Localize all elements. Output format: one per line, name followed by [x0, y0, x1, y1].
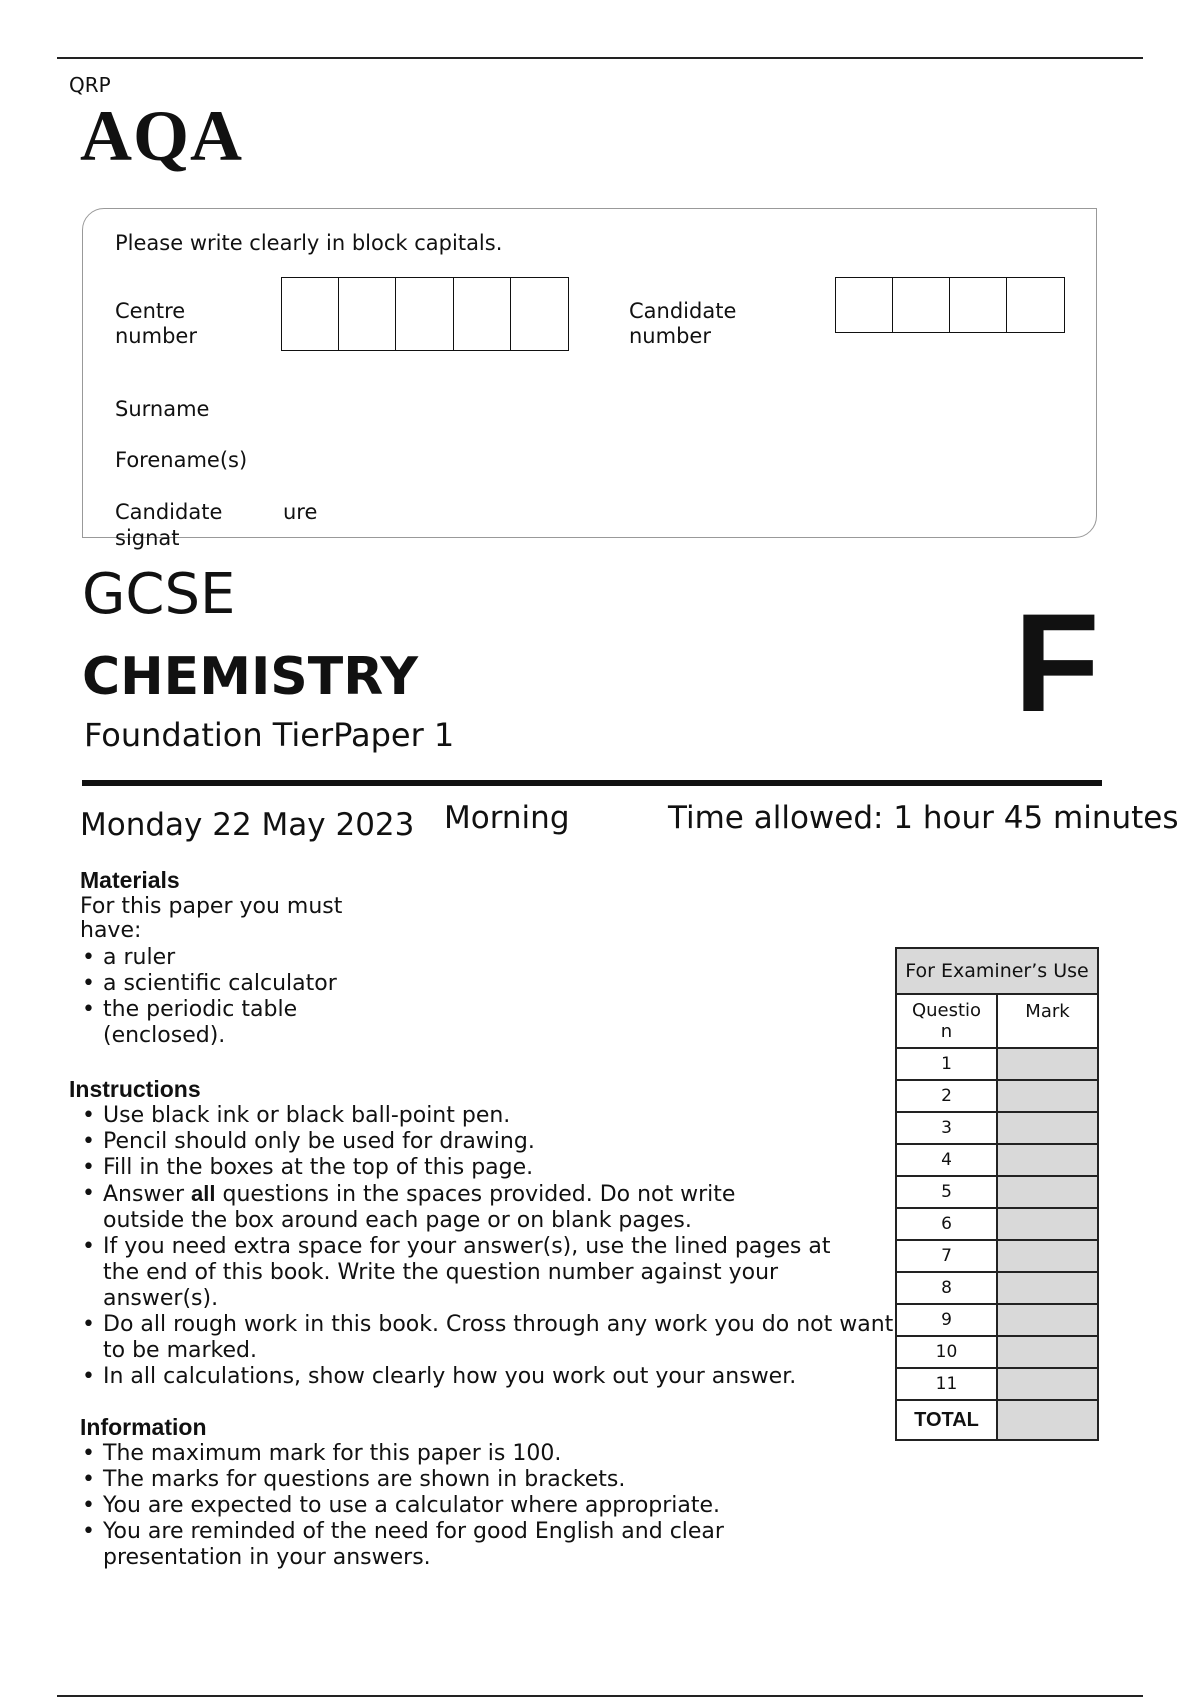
list-item: • Fill in the boxes at the top of this page. [82, 1155, 534, 1180]
materials-intro: For this paper you must have: [80, 894, 343, 943]
mark-cell [997, 1304, 1098, 1336]
examiners-use-title: For Examiner’s Use [896, 948, 1098, 994]
time-allowed: Time allowed: 1 hour 45 minutes [668, 800, 1179, 836]
candidate-signature-label-overflow: signat [115, 526, 180, 550]
list-item: • The marks for questions are shown in brackets. [82, 1467, 626, 1492]
information-list [80, 1441, 724, 1571]
mark-cell [997, 1080, 1098, 1112]
list-item: • You are expected to use a calculator where appropriate. [82, 1493, 721, 1518]
list-item: • In all calculations, show clearly how you work out your answer. [82, 1364, 797, 1389]
candidate-signature-label: Candidate [115, 500, 223, 524]
question-number: 4 [896, 1144, 997, 1176]
candidate-details-box [82, 208, 1097, 550]
candidate-number-digit-box[interactable] [1007, 278, 1064, 332]
title-divider [82, 780, 1102, 786]
instructions-heading: Instructions [69, 1076, 201, 1102]
list-item: • If you need extra space for your answer(s), use the lined pages at the end of this book. Write the question number against your answer(s). [82, 1234, 831, 1311]
centre-number-label: Centre number [115, 299, 197, 348]
list-item: • You are reminded of the need for good English and clear presentation in your answers. [82, 1519, 724, 1570]
list-item: • Pencil should only be used for drawing. [82, 1129, 535, 1154]
materials-heading: Materials [80, 867, 180, 893]
total-label: TOTAL [896, 1400, 997, 1440]
question-number: 2 [896, 1080, 997, 1112]
top-rule [57, 57, 1143, 59]
tier-paper-title: Foundation TierPaper 1 [84, 716, 455, 754]
mark-cell [997, 1176, 1098, 1208]
candidate-number-boxes[interactable] [835, 277, 1065, 333]
list-item: • a scientific calculator [82, 971, 337, 996]
centre-number-digit-box[interactable] [396, 278, 453, 350]
list-item: • the periodic table [82, 997, 298, 1022]
subject-title: CHEMISTRY [82, 647, 419, 707]
question-number: 5 [896, 1176, 997, 1208]
instructions-list [80, 1103, 920, 1390]
surname-label: Surname [115, 397, 210, 421]
forename-label: Forename(s) [115, 448, 248, 472]
information-heading: Information [80, 1414, 207, 1440]
mark-cell [997, 1336, 1098, 1368]
candidate-number-label: Candidate number [629, 299, 737, 348]
list-item: • a ruler [82, 945, 176, 970]
list-item: (enclosed). [103, 1023, 226, 1048]
centre-number-digit-box[interactable] [511, 278, 568, 350]
question-number: 11 [896, 1368, 997, 1400]
question-number: 6 [896, 1208, 997, 1240]
mark-column-header: Mark [997, 994, 1098, 1048]
total-mark-cell [997, 1400, 1098, 1440]
mark-cell [997, 1368, 1098, 1400]
question-number: 8 [896, 1272, 997, 1304]
exam-session: Morning [444, 800, 570, 836]
block-capitals-instruction: Please write clearly in block capitals. [115, 231, 503, 255]
question-column-header: Questio n [896, 994, 997, 1048]
list-item: • Do all rough work in this book. Cross through any work you do not want to be marked. [82, 1312, 894, 1363]
centre-number-digit-box[interactable] [282, 278, 339, 350]
mark-cell [997, 1144, 1098, 1176]
candidate-number-digit-box[interactable] [950, 278, 1007, 332]
centre-number-boxes[interactable] [281, 277, 569, 351]
bottom-rule [57, 1695, 1143, 1697]
qualification-title: GCSE [82, 562, 236, 627]
exam-date: Monday 22 May 2023 [80, 807, 415, 843]
question-number: 3 [896, 1112, 997, 1144]
question-number: 9 [896, 1304, 997, 1336]
candidate-number-digit-box[interactable] [836, 278, 893, 332]
examiners-use-table [895, 947, 1099, 1441]
centre-number-digit-box[interactable] [339, 278, 396, 350]
mark-cell [997, 1208, 1098, 1240]
paper-code: QRP [69, 73, 111, 97]
candidate-number-digit-box[interactable] [893, 278, 950, 332]
aqa-logo: AQA [80, 96, 243, 176]
mark-cell [997, 1272, 1098, 1304]
question-number: 1 [896, 1048, 997, 1080]
candidate-signature-label-fragment: ure [283, 500, 318, 524]
list-item: • Answer all questions in the spaces provided. Do not write outside the box around each page or on blank pages. [82, 1181, 736, 1233]
materials-list [80, 945, 337, 1049]
mark-cell [997, 1240, 1098, 1272]
tier-letter: F [1014, 584, 1100, 741]
question-number: 10 [896, 1336, 997, 1368]
mark-cell [997, 1112, 1098, 1144]
list-item: • Use black ink or black ball-point pen. [82, 1103, 511, 1128]
question-number: 7 [896, 1240, 997, 1272]
list-item: • The maximum mark for this paper is 100. [82, 1441, 562, 1466]
centre-number-digit-box[interactable] [454, 278, 511, 350]
mark-cell [997, 1048, 1098, 1080]
